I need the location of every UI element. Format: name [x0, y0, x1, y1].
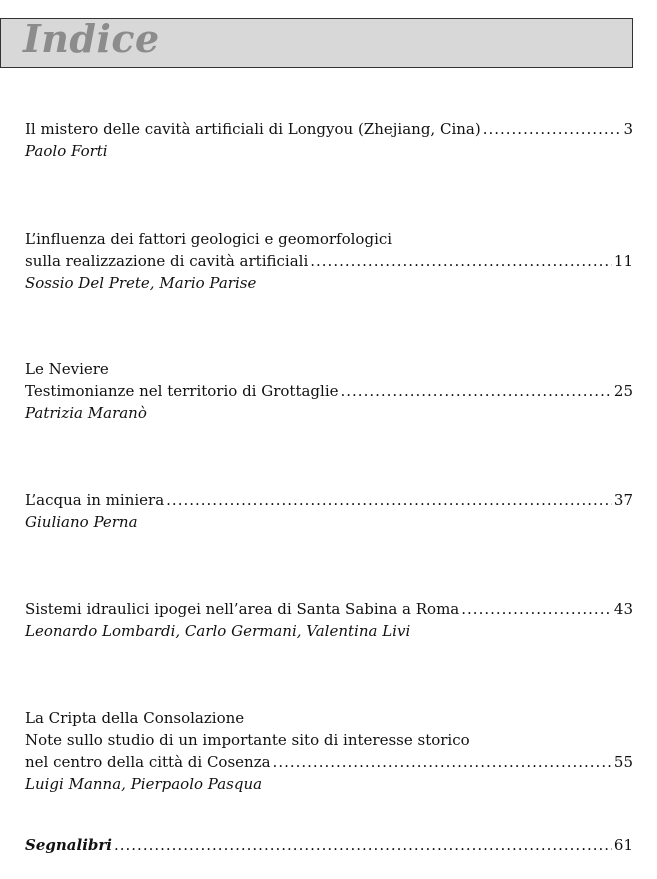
leader-dots: [166, 489, 612, 511]
toc-entry-authors: Luigi Manna, Pierpaolo Pasqua: [25, 775, 263, 793]
toc-entry-title: Le Neviere: [25, 360, 109, 378]
toc-entry-page: 11: [613, 252, 633, 270]
toc-entry-authors: Paolo Forti: [25, 142, 108, 160]
toc-entry-authors: Leonardo Lombardi, Carlo Germani, Valentina Livi: [25, 622, 411, 640]
toc-entry-title-line: [25, 118, 633, 140]
leader-dots: [114, 834, 612, 856]
toc-entry-title: Segnalibri: [25, 836, 112, 854]
toc-entry-page: 61: [613, 836, 633, 854]
leader-dots: [341, 380, 612, 402]
toc-entry-page: 3: [623, 120, 633, 138]
toc-entry[interactable]: [25, 489, 633, 533]
toc-entry[interactable]: [25, 118, 633, 162]
toc-entry-authors: Sossio Del Prete, Mario Parise: [25, 274, 257, 292]
toc-entry-title-line: [25, 380, 633, 402]
toc-entry[interactable]: [25, 228, 633, 294]
toc-entry-title: L’acqua in miniera: [25, 491, 165, 509]
toc-entry-title: L’influenza dei fattori geologici e geomorfologici: [25, 230, 393, 248]
toc-entry-title: nel centro della città di Cosenza: [25, 753, 271, 771]
toc-entry-title-line: [25, 250, 633, 272]
toc-entry-title: Sistemi idraulici ipogei nell’area di Santa Sabina a Roma: [25, 600, 460, 618]
toc-entry-page: 43: [613, 600, 633, 618]
toc-entry-authors: Patrizia Maranò: [25, 404, 147, 422]
toc-entry-title-line: [25, 834, 633, 856]
leader-dots: [483, 118, 622, 140]
leader-dots: [461, 598, 612, 620]
leader-dots: [310, 250, 612, 272]
index-header: [0, 18, 633, 68]
toc-entry-title: Note sullo studio di un importante sito di interesse storico: [25, 731, 470, 749]
leader-dots: [273, 751, 612, 773]
toc-entry[interactable]: [25, 358, 633, 424]
toc-entry-title: sulla realizzazione di cavità artificiali: [25, 252, 309, 270]
page-title: Indice: [23, 16, 160, 61]
toc-entry-segnalibri[interactable]: [25, 834, 633, 856]
toc-entry-title-line: [25, 489, 633, 511]
toc-entry-title: Testimonianze nel territorio di Grottaglie: [25, 382, 339, 400]
toc-entry-authors: Giuliano Perna: [25, 513, 138, 531]
toc-entry-page: 37: [613, 491, 633, 509]
toc-entry-page: 25: [613, 382, 633, 400]
toc-entry-title-line: [25, 598, 633, 620]
toc-entry-title-line: [25, 751, 633, 773]
toc-entry-page: 55: [613, 753, 633, 771]
toc-entry-title: Il mistero delle cavità artificiali di Longyou (Zhejiang, Cina): [25, 120, 481, 138]
toc-entry[interactable]: [25, 707, 633, 795]
toc-entry-title: La Cripta della Consolazione: [25, 709, 245, 727]
toc-entry[interactable]: [25, 598, 633, 642]
